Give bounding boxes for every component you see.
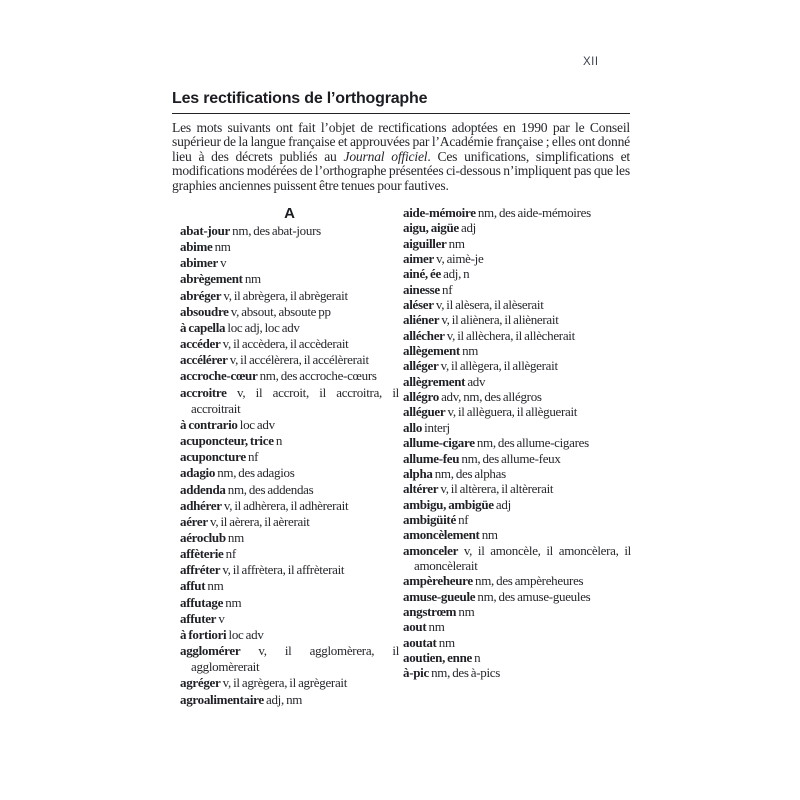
dictionary-entry [403,312,631,327]
headword: amonceler [403,542,459,558]
headword: acuponcture [180,449,246,465]
dictionary-entry [403,328,631,343]
headword: allume-feu [403,450,460,466]
dictionary-entry [403,282,631,297]
headword: adagio [180,465,216,481]
dictionary-entry [180,595,399,611]
dictionary-entry [180,578,399,594]
headword: altérer [403,481,439,497]
entry-details: adj [458,220,476,236]
entry-details: nf [245,449,259,465]
entry-details: v, il affrètera, il affrèterait [220,562,345,578]
entry-details: nm [223,594,242,610]
headword: ambigu, ambigüe [403,496,494,512]
dictionary-entry [403,374,631,389]
entry-details: v, il abrègera, il abrègerait [221,287,348,303]
headword: alléguer [403,404,446,420]
entry-details: v, il allèchera, il allècherait [444,327,575,343]
entry-details: nm, des accroche-cœurs [257,368,377,384]
headword: abréger [180,287,222,303]
entry-details: nm [225,529,244,545]
dictionary-entry [403,404,631,419]
headword: angstrœm [403,603,457,619]
entry-details: nm [242,271,261,287]
dictionary-entry [180,562,399,578]
dictionary-entry [180,239,399,255]
headword: à-pic [403,665,429,681]
entry-details: nm [205,578,224,594]
dictionary-entry [403,251,631,266]
headword: affèterie [180,546,224,562]
entry-details: v, il aliènera, il aliènerait [439,312,559,328]
intro-text-after: . Ces unifications, simplifications et modifications modérées de l’orthographe présentées ci-dessous n’impliquent pas que les graphies anciennes puissent être tenues pour fautives. [172,148,631,193]
entry-details: v, aimè-je [433,251,484,267]
dictionary-entry [403,573,631,588]
entry-details: nm [479,527,498,543]
entry-list-left [180,223,399,708]
headword: abat-jour [180,223,231,238]
headword: accroche-cœur [180,368,258,384]
headword: aout [403,619,427,635]
entry-columns [180,205,631,708]
headword: abrègement [180,271,243,287]
headword: accroitre [180,384,227,400]
headword: aérer [180,513,208,529]
page-title: Les rectifications de l’orthographe [172,90,630,114]
dictionary-entry [403,589,631,604]
dictionary-entry [403,451,631,466]
headword: ainé, ée [403,266,441,282]
headword: alléger [403,358,439,374]
entry-list-right [403,205,631,681]
dictionary-entry [403,297,631,312]
entry-details: loc adj, loc adv [225,319,300,335]
headword: à capella [180,319,226,335]
headword: aliéner [403,312,440,328]
entry-details: nf [223,546,236,562]
dictionary-entry [180,271,399,287]
entry-details: nm [426,619,445,635]
dictionary-entry [180,675,399,691]
headword: ainesse [403,281,440,297]
entry-details: v, il aèrera, il aèrerait [207,513,310,529]
dictionary-entry [403,236,631,251]
entry-details: nf [455,511,469,527]
dictionary-entry [403,619,631,634]
headword: aéroclub [180,529,226,545]
headword: affuter [180,610,217,626]
headword: abimer [180,255,218,271]
entry-details: v, il agrègera, il agrègerait [220,675,348,691]
dictionary-entry [403,220,631,235]
entry-details: adv, nm, des allégros [438,389,542,405]
entry-details: v, il allèguera, il allèguerait [445,404,578,420]
headword: abime [180,239,213,255]
entry-details: nm, des addendas [225,481,314,497]
entry-details: adv [465,373,486,389]
intro-text-before: Les mots suivants ont fait l’objet de rectifications adoptées en 1990 par le Conseil supérieur de la langue française et approuvées par l’Académie française ; elles ont donné lieu à des décrets publiés au [172,119,630,164]
entry-details: nm [446,235,465,251]
dictionary-entry [403,389,631,404]
entry-details: adj, n [440,266,470,282]
entry-details: v, il alèsera, il alèserait [433,297,544,313]
entry-details: loc adv [237,416,275,432]
headword: allo [403,419,423,435]
section-letter-heading: A [284,205,295,222]
entry-details: adj, nm [263,691,303,707]
dictionary-entry [180,368,399,384]
dictionary-entry [180,320,399,336]
headword: allégro [403,389,439,405]
headword: aoutat [403,634,437,650]
headword: absoudre [180,303,229,319]
dictionary-entry [403,266,631,281]
dictionary-entry [180,417,399,433]
headword: amoncèlement [403,527,480,543]
entry-details: v [217,255,227,271]
entry-details: n [273,433,283,449]
entry-details: nm, des adagios [215,465,295,481]
entry-details: loc adv [226,626,264,642]
entry-details: nm, des à-pics [428,665,501,681]
intro-paragraph [172,121,630,194]
dictionary-entry [180,627,399,643]
dictionary-entry [403,343,631,358]
headword: aimer [403,251,434,267]
headword: à fortiori [180,626,227,642]
entry-details: nm [459,343,479,359]
headword: accéder [180,336,221,352]
dictionary-entry [403,650,631,665]
headword: allègement [403,343,460,359]
headword: ambigüité [403,511,456,527]
headword: acuponcteur, trice [180,433,274,449]
headword: aide-mémoire [403,205,476,220]
entry-details: nm [212,239,231,255]
headword: aoutien, enne [403,649,472,665]
intro-italic-journal-officiel: Journal officiel [343,148,428,164]
dictionary-entry [403,358,631,373]
column-right [403,205,631,708]
entry-details: v, il accroit, il accroitra, il accroitrait [191,384,399,416]
dictionary-entry [180,385,399,417]
entry-details: v, il allègera, il allègerait [438,358,558,374]
headword: agréger [180,675,221,691]
entry-details: interj [422,419,450,435]
dictionary-entry [180,692,399,708]
dictionary-entry [403,420,631,435]
dictionary-entry [180,223,399,239]
headword: aigu, aigüe [403,220,459,236]
entry-details: v [216,610,225,626]
entry-details: nm, des amuse-gueules [475,588,591,604]
dictionary-entry [180,482,399,498]
dictionary-entry [180,304,399,320]
dictionary-entry [403,497,631,512]
headword: allègrement [403,373,466,389]
entry-details: nm, des alphas [432,465,506,481]
dictionary-entry [180,643,399,675]
dictionary-entry [180,530,399,546]
entry-details: n [471,649,481,665]
headword: à contrario [180,416,238,432]
headword: affutage [180,594,224,610]
dictionary-entry [180,449,399,465]
entry-details: v, il amoncèle, il amoncèlera, il amoncèlerait [414,542,631,573]
dictionary-entry [180,255,399,271]
headword: addenda [180,481,226,497]
dictionary-entry [403,527,631,542]
dictionary-entry [403,205,631,220]
entry-details: nm, des ampèreheures [472,573,584,589]
headword: allécher [403,327,445,343]
headword: aiguiller [403,235,447,251]
dictionary-entry [403,604,631,619]
dictionary-entry [180,514,399,530]
entry-details: v, il accèdera, il accèderait [220,336,349,352]
dictionary-entry [403,481,631,496]
dictionary-entry [180,498,399,514]
entry-details: nm [456,603,475,619]
headword: agroalimentaire [180,691,264,707]
entry-details: nm [436,634,455,650]
entry-details: nm, des aide-mémoires [475,205,591,220]
dictionary-entry [180,433,399,449]
dictionary-entry [403,635,631,650]
column-left [180,205,399,708]
headword: allume-cigare [403,435,475,451]
dictionary-entry [403,543,631,574]
dictionary-entry [180,352,399,368]
entry-details: v, absout, absoute pp [228,303,331,319]
headword: affut [180,578,206,594]
dictionary-entry [403,512,631,527]
entry-details: adj [493,496,511,512]
dictionary-entry [403,466,631,481]
entry-details: v, il agglomèrera, il agglomèrerait [191,643,399,675]
dictionary-entry [180,465,399,481]
headword: alpha [403,465,433,481]
dictionary-entry [180,336,399,352]
dictionary-entry [180,546,399,562]
entry-details: nm, des abat-jours [230,223,321,238]
headword: accélérer [180,352,228,368]
headword: agglomérer [180,643,241,659]
headword: aléser [403,297,434,313]
dictionary-entry [180,611,399,627]
entry-details: v, il altèrera, il altèrerait [438,481,554,497]
entry-details: nm, des allume-feux [459,450,561,466]
dictionary-entry [180,288,399,304]
entry-details: nm, des allume-cigares [474,435,589,451]
entry-details: v, il adhèrera, il adhèrerait [221,497,349,513]
dictionary-entry [403,665,631,680]
headword: adhérer [180,497,222,513]
headword: affréter [180,562,221,578]
headword: ampèreheure [403,573,473,589]
dictionary-entry [403,435,631,450]
entry-details: v, il accélèrera, il accélèrerait [227,352,369,368]
entry-details: nf [439,281,453,297]
page-number: XII [583,56,599,68]
headword: amuse-gueule [403,588,476,604]
